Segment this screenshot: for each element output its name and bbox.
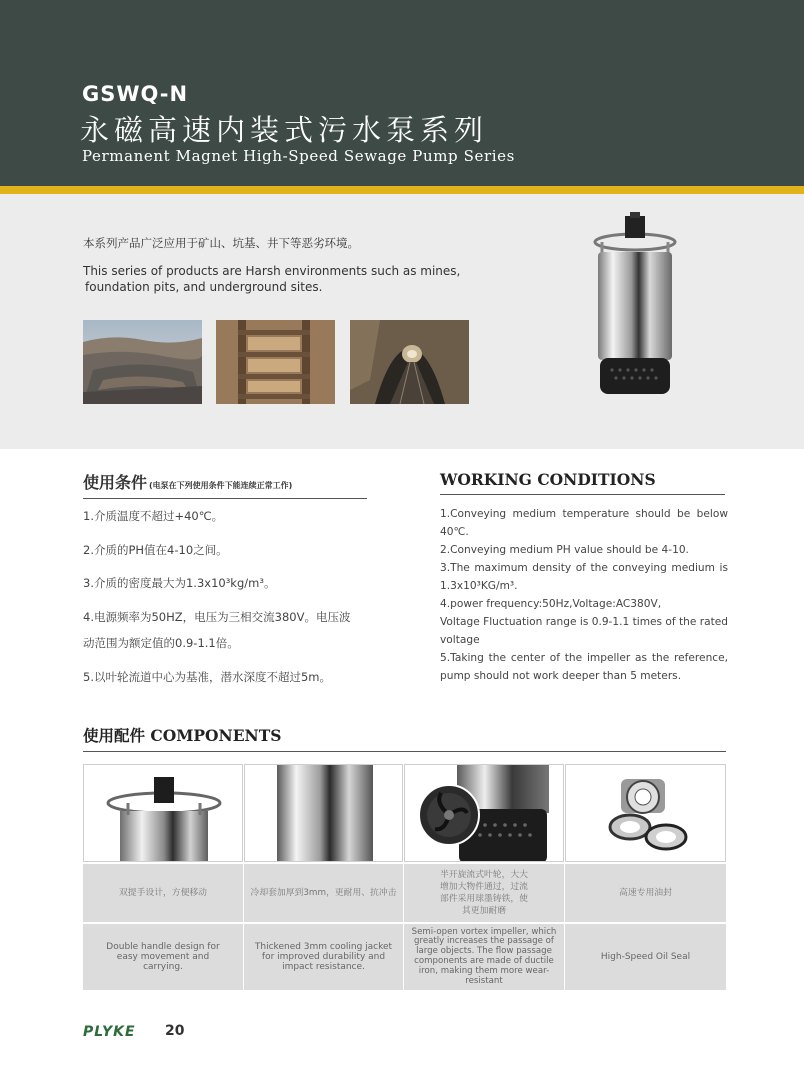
underground-tunnel-photo — [350, 320, 469, 404]
intro-en-line-1: This series of products are Harsh environments such as mines, — [83, 264, 461, 278]
intro-en-line-2: foundation pits, and underground sites. — [85, 280, 323, 294]
model-code: GSWQ-N — [82, 82, 189, 106]
conditions-heading-chinese — [83, 470, 367, 499]
component-cn-4: 高速专用油封 — [565, 864, 726, 922]
components-table — [83, 764, 726, 990]
component-en-3: Semi-open vortex impeller, which greatly increases the passage of large objects. The flow passage components are made of ductile iron, making them more wear-resistant — [404, 924, 564, 990]
condition-cn-1: 1.介质温度不超过+40℃。 — [83, 509, 224, 523]
condition-en-4b: Voltage Fluctuation range is 0.9-1.1 times of the rated voltage — [440, 616, 728, 646]
condition-cn-2: 2.介质的PH值在4-10之间。 — [83, 543, 228, 557]
condition-cn-5: 5.以叶轮流道中心为基准，潜水深度不超过5m。 — [83, 670, 331, 684]
foundation-pit-photo — [216, 320, 335, 404]
vortex-impeller-photo — [404, 764, 564, 862]
component-cn-1: 双提手设计，方便移动 — [83, 864, 243, 922]
condition-cn-3: 3.介质的密度最大为1.3x10³kg/m³。 — [83, 576, 276, 590]
intro-text-chinese: 本系列产品广泛应用于矿山、坑基、井下等恶劣环境。 — [83, 236, 359, 250]
component-en-1: Double handle design for easy movement and carrying. — [83, 924, 243, 990]
page-number: 20 — [165, 1023, 185, 1039]
condition-en-4a: 4.power frequency:50Hz,Voltage:AC380V, — [440, 598, 662, 610]
brand-logo: PLYKE — [83, 1024, 136, 1040]
condition-en-5: 5.Taking the center of the impeller as the reference, pump should not work deeper than 5 meters. — [440, 652, 728, 682]
conditions-heading-english: WORKING CONDITIONS — [440, 470, 725, 495]
double-handle-pump-photo — [83, 764, 243, 862]
open-pit-mine-photo — [83, 320, 202, 404]
cooling-jacket-photo — [244, 764, 403, 862]
intro-text-english — [83, 263, 503, 295]
title-english: Permanent Magnet High-Speed Sewage Pump Series — [82, 147, 515, 165]
oil-seal-photo — [565, 764, 726, 862]
pump-product-photo — [580, 212, 690, 402]
component-en-2: Thickened 3mm cooling jacket for improved durability and impact resistance. — [244, 924, 403, 990]
conditions-list-english — [440, 505, 728, 685]
condition-en-2: 2.Conveying medium PH value should be 4-10. — [440, 544, 689, 556]
condition-en-3: 3.The maximum density of the conveying medium is 1.3x10³KG/m³. — [440, 562, 728, 592]
component-cn-2: 冷却套加厚到3mm，更耐用、抗冲击 — [244, 864, 403, 922]
condition-cn-4a: 4.电源频率为50HZ，电压为三相交流380V。电压波 — [83, 610, 351, 624]
header-accent-stripe — [0, 186, 804, 194]
component-en-4: High-Speed Oil Seal — [565, 924, 726, 990]
conditions-heading-cn-note: (电泵在下列使用条件下能连续正常工作) — [149, 481, 293, 490]
title-chinese: 永磁高速内装式污水泵系列 — [80, 113, 489, 147]
condition-en-1: 1.Conveying medium temperature should be below 40℃. — [440, 508, 728, 538]
condition-cn-4b: 动范围为额定值的0.9-1.1倍。 — [83, 636, 239, 650]
conditions-heading-cn-title: 使用条件 — [83, 473, 148, 492]
components-heading: 使用配件 COMPONENTS — [83, 724, 726, 752]
component-cn-3: 半开旋流式叶轮，大大增加大物件通过，过流部件采用球墨铸铁，使其更加耐磨 — [404, 864, 564, 922]
